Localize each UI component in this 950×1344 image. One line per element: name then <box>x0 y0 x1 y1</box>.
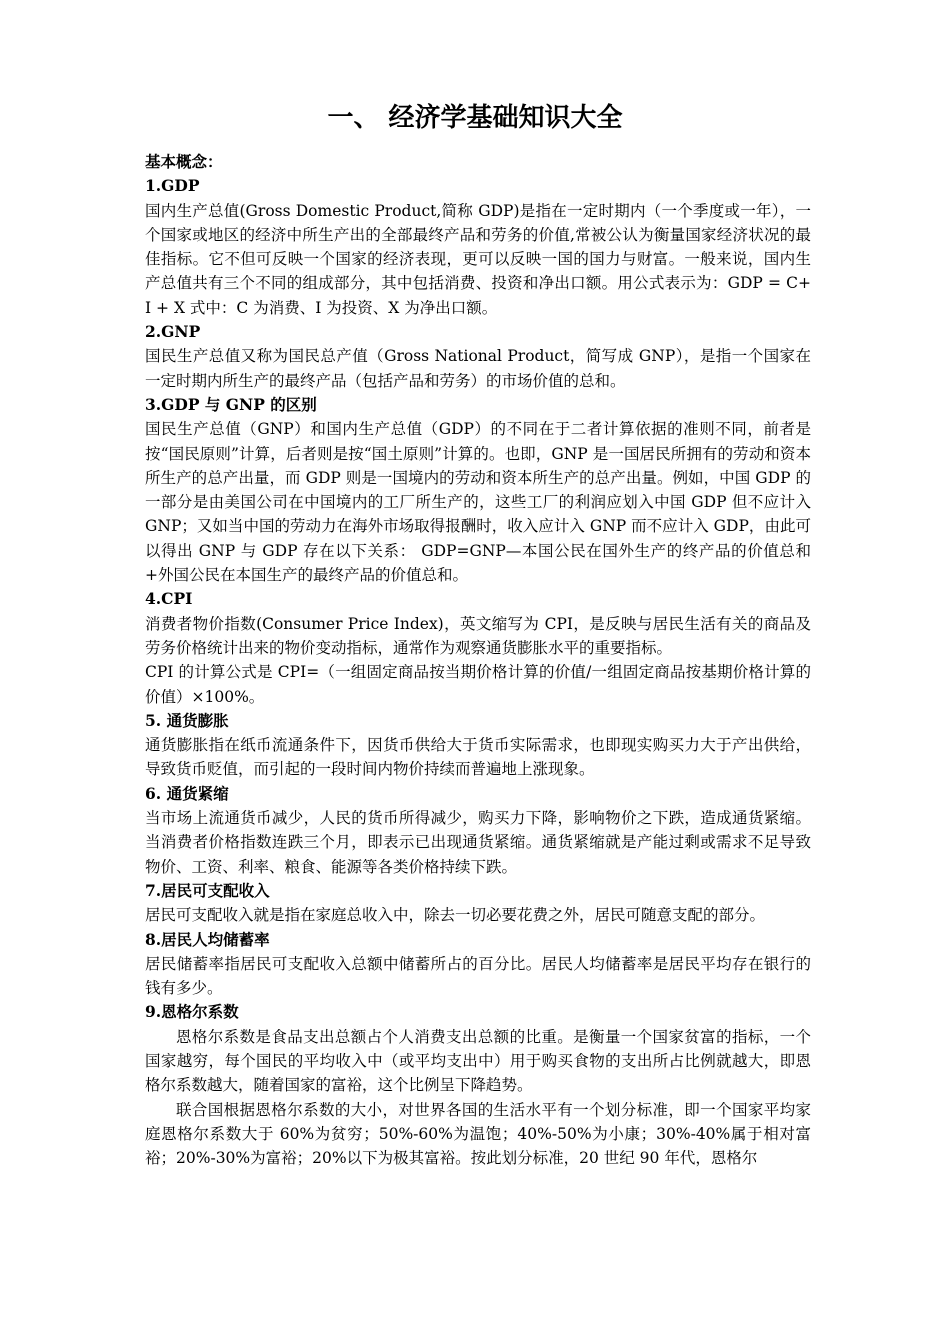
paragraph-deflation: 当市场上流通货币减少，人民的货币所得减少，购买力下降，影响物价之下跌，造成通货紧缩。当消费者价格指数连跌三个月，即表示已出现通货紧缩。通货紧缩就是产能过剩或需求不足导致物价、工资、利率、粮食、能源等各类价格持续下跌。 <box>145 809 811 876</box>
paragraph-engel-definition: 恩格尔系数是食品支出总额占个人消费支出总额的比重。是衡量一个国家贫富的指标，一个国家越穷，每个国民的平均收入中（或平均支出中）用于购买食物的支出所占比例就越大，即恩格尔系数越大，随着国家的富裕，这个比例呈下降趋势。 <box>145 1027 811 1095</box>
section-heading-gdp-gnp-difference: 3.GDP 与 GNP 的区别 <box>145 394 317 414</box>
paragraph-inflation: 通货膨胀指在纸币流通条件下，因货币供给大于货币实际需求，也即现实购买力大于产出供给，导致货币贬值，而引起的一段时间内物价持续而普遍地上涨现象。 <box>145 736 811 779</box>
section-heading-gnp: 2.GNP <box>145 322 201 342</box>
paragraph-gdp: 国内生产总值(Gross Domestic Product,简称 GDP)是指在一定时期内（一个季度或一年），一个国家或地区的经济中所生产出的全部最终产品和劳务的价值,常被公认为衡量国家经济状况的最佳指标。它不但可反映一个国家的经济表现，更可以反映一国的国力与财富。一般来说，国内生产总值共有三个不同的组成部分，其中包括消费、投资和净出口额。用公式表示为：GDP = C+ I + X 式中：C 为消费、I 为投资、X 为净出口额。 <box>145 201 811 317</box>
basic-concepts-label: 基本概念： <box>145 152 223 171</box>
document-title: 一、 经济学基础知识大全 <box>327 103 623 133</box>
paragraph-gdp-gnp-difference: 国民生产总值（GNP）和国内生产总值（GDP）的不同在于二者计算依据的准则不同，前者是按“国民原则”计算，后者则是按“国土原则”计算的。也即，GNP 是一国居民所拥有的劳动和资本所生产的总产出量，而 GDP 则是一国境内的劳动和资本所生产的总产出量。例如，中国 GDP 的一部分是由美国公司在中国境内的工厂所生产的，这些工厂的利润应划入中国 GDP 但不应计入 GNP；又如当中国的劳动力在海外市场取得报酬时，收入应计入 GNP 而不应计入 GDP，由此可以得出 GNP 与 GDP 存在以下关系： GDP=GNP—本国公民在国外生产的终产品的价值总和+外国公民在本国生产的最终产品的价值总和。 <box>145 420 811 585</box>
section-heading-gdp: 1.GDP <box>145 176 200 196</box>
document-body <box>145 150 811 1170</box>
section-heading-disposable-income: 7.居民可支配收入 <box>145 880 270 900</box>
section-heading-cpi: 4.CPI <box>145 589 193 609</box>
paragraph-disposable-income: 居民可支配收入就是指在家庭总收入中，除去一切必要花费之外，居民可随意支配的部分。 <box>145 906 766 925</box>
paragraph-cpi-definition: 消费者物价指数(Consumer Price Index)，英文缩写为 CPI，是反映与居民生活有关的商品及劳务价格统计出来的物价变动指标，通常作为观察通货膨胀水平的重要指标。 <box>145 614 811 657</box>
paragraph-engel-standard: 联合国根据恩格尔系数的大小，对世界各国的生活水平有一个划分标准，即一个国家平均家庭恩格尔系数大于 60%为贫穷；50%-60%为温饱；40%-50%为小康；30%-40%属于相对富裕；20%-30%为富裕；20%以下为极其富裕。按此划分标准，20 世纪 90 年代，恩格尔 <box>145 1100 811 1168</box>
section-heading-savings-rate: 8.居民人均储蓄率 <box>145 929 270 949</box>
paragraph-savings-rate: 居民储蓄率指居民可支配收入总额中储蓄所占的百分比。居民人均储蓄率是居民平均存在银行的钱有多少。 <box>145 954 811 998</box>
section-heading-engel-coefficient: 9.恩格尔系数 <box>145 1002 239 1022</box>
section-heading-inflation: 5. 通货膨胀 <box>145 710 229 730</box>
section-heading-deflation: 6. 通货紧缩 <box>145 783 229 803</box>
paragraph-cpi-formula: CPI 的计算公式是 CPI=（一组固定商品按当期价格计算的价值/一组固定商品按基期价格计算的价值）×100%。 <box>145 663 811 706</box>
paragraph-gnp: 国民生产总值又称为国民总产值（Gross National Product，简写成 GNP），是指一个国家在一定时期内所生产的最终产品（包括产品和劳务）的市场价值的总和。 <box>145 347 811 390</box>
